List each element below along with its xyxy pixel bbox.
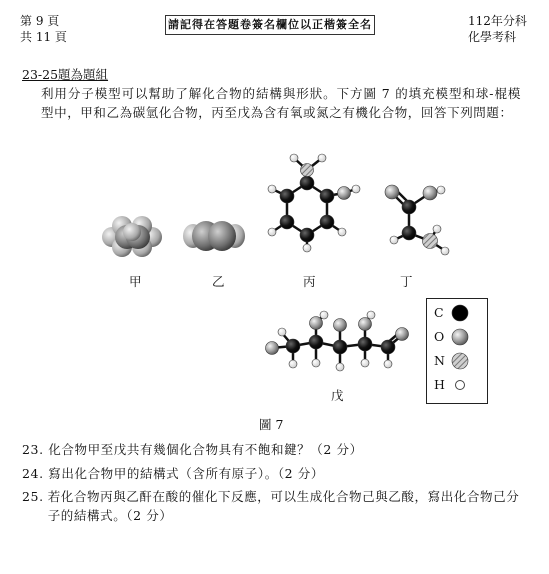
question-23 <box>22 440 522 459</box>
question-group-title: 23-25題為題組 <box>22 67 109 82</box>
intro-paragraph: 利用分子模型可以幫助了解化合物的結構與形狀。下方圖 7 的填充模型和球-棍模型中，甲和乙為碳氫化合物，丙至戊為含有氧或氮之有機化合物，回答下列問題： <box>41 86 521 120</box>
page-total: 共 11 頁 <box>20 30 67 44</box>
atom-legend <box>426 298 488 404</box>
legend-carbon: C <box>434 305 444 320</box>
question-text: 寫出化合物甲的結構式（含所有原子）。（2 分） <box>48 466 324 481</box>
label-ding: 丁 <box>400 274 413 289</box>
figure-caption: 圖 7 <box>259 417 284 432</box>
molecule-jia-model <box>102 216 162 257</box>
question-number: 24. <box>22 466 44 481</box>
question-25 <box>22 487 522 525</box>
legend-nitrogen: N <box>434 353 445 368</box>
question-text: 若化合物丙與乙酐在酸的催化下反應，可以生成化合物己與乙酸，寫出化合物己分子的結構式。（2 分） <box>47 489 520 523</box>
label-jia: 甲 <box>129 274 142 289</box>
page-number: 第 9 頁 <box>20 14 60 28</box>
question-number: 25. <box>22 489 44 504</box>
question-text: 化合物甲至戊共有幾個化合物具有不飽和鍵？（2 分） <box>48 442 363 457</box>
label-yi: 乙 <box>212 274 225 289</box>
question-number: 23. <box>22 442 44 457</box>
legend-hydrogen: H <box>434 377 445 392</box>
legend-oxygen: O <box>434 329 445 344</box>
exam-year: 112年分科 <box>468 14 527 28</box>
question-24 <box>22 464 522 483</box>
signature-reminder-banner: 請記得在答題卷簽名欄位以正楷簽全名 <box>165 15 375 35</box>
label-wu: 戊 <box>331 388 344 403</box>
label-bing: 丙 <box>303 274 316 289</box>
molecule-yi-model <box>183 221 245 251</box>
exam-subject: 化學考科 <box>468 30 517 44</box>
